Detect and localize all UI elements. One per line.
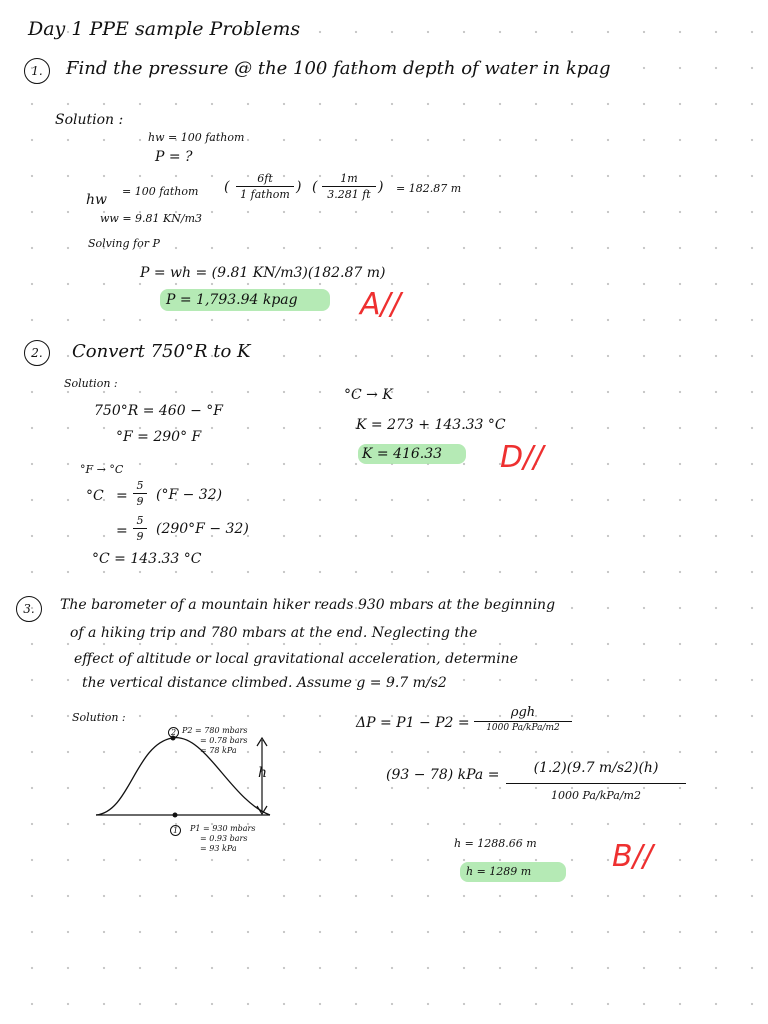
- point-1-line-3: = 93 kPa: [200, 844, 237, 853]
- problem-1-ww-line: ww = 9.81 KN/m3: [100, 212, 203, 225]
- problem-3-question-line-4: the vertical distance climbed. Assume g = 9.7 m/s2: [82, 675, 447, 691]
- problem-3-eq2-fraction: [506, 761, 686, 801]
- problem-2-c-result: °C = 143.33 °C: [92, 551, 202, 567]
- frac-top: 5: [136, 514, 144, 527]
- paren-open-1: (: [224, 179, 230, 195]
- eq2-fraction-bar: [506, 783, 686, 784]
- problem-3-question-line-1: The barometer of a mountain hiker reads 930 mbars at the beginning: [60, 597, 556, 613]
- point-2-line-1: P2 = 780 mbars: [182, 726, 248, 735]
- height-label: h: [258, 765, 268, 781]
- point-1-dot: [173, 813, 178, 818]
- point-2-line-3: = 78 kPa: [200, 746, 237, 755]
- problem-1-question: Find the pressure @ the 100 fathom depth of water in kpag: [66, 58, 611, 79]
- problem-3-answer: h = 1289 m: [466, 865, 532, 878]
- dp-fraction-bar: [474, 721, 572, 722]
- paren-close-2: ): [378, 179, 384, 195]
- problem-1-hw-eq: = 100 fathom: [122, 185, 199, 198]
- problem-1-answer: P = 1,793.94 kpag: [166, 292, 298, 308]
- problem-1-solving: Solving for P: [88, 237, 160, 250]
- point-1-line-1: P1 = 930 mbars: [190, 824, 256, 833]
- problem-1-solution-label: Solution :: [55, 112, 124, 128]
- problem-2-question: Convert 750°R to K: [72, 341, 251, 362]
- point-2-line-2: = 0.78 bars: [200, 736, 248, 745]
- problem-1-given-p: P = ?: [155, 149, 193, 165]
- eq2-fraction-bottom: 1000 Pa/kPa/m2: [551, 789, 641, 802]
- problem-2-solution-label: Solution :: [64, 377, 118, 390]
- problem-1-hw-result: = 182.87 m: [396, 182, 462, 195]
- frac-top: 5: [136, 479, 144, 492]
- problem-2-answer: K = 416.33: [362, 446, 443, 462]
- problem-3-question-line-2: of a hiking trip and 780 mbars at the end. Neglecting the: [70, 625, 478, 641]
- problem-3-dp-left: ΔP = P1 − P2 =: [356, 715, 470, 731]
- problem-2-c-to-k: °C → K: [344, 387, 393, 403]
- problem-2-c-label: °C: [86, 488, 104, 504]
- page-title: Day 1 PPE sample Problems: [28, 18, 301, 40]
- problem-3-solution-label: Solution :: [72, 711, 126, 724]
- problem-2-f-line: °F = 290° F: [116, 429, 202, 445]
- problem-2-letter: D//: [500, 440, 544, 475]
- mountain-curve: [96, 738, 270, 815]
- dp-fraction-top: ρgh: [510, 705, 536, 720]
- problem-2-f-to-c: °F → °C: [80, 463, 124, 476]
- fraction-1-bottom: 1 fathom: [240, 188, 290, 201]
- dp-fraction-bottom: 1000 Pa/kPa/m2: [486, 723, 560, 733]
- problem-2-r-line: 750°R = 460 − °F: [94, 403, 223, 419]
- problem-3-question-line-3: effect of altitude or local gravitational acceleration, determine: [74, 651, 518, 667]
- problem-1-letter: A//: [360, 287, 401, 322]
- problem-1-hw-label: hw: [86, 192, 107, 208]
- problem-1-given-h: hw = 100 fathom: [148, 131, 245, 144]
- problem-3-letter: B//: [612, 839, 653, 874]
- paren-open-2: (: [312, 179, 318, 195]
- problem-2-c-formula: (°F − 32): [156, 487, 223, 503]
- point-1-line-2: = 0.93 bars: [200, 834, 248, 843]
- fraction-1-top: 6ft: [257, 172, 273, 185]
- problem-3-dp-fraction: [474, 706, 572, 733]
- paren-close-1: ): [296, 179, 302, 195]
- point-2-marker: 2: [168, 727, 179, 738]
- problem-1-number: 1.: [24, 58, 50, 84]
- fraction-2-top: 1m: [340, 172, 358, 185]
- frac-bottom: 9: [136, 495, 144, 508]
- problem-3-h-result: h = 1288.66 m: [454, 837, 537, 850]
- problem-2-k-line: K = 273 + 143.33 °C: [356, 417, 506, 433]
- fraction-2-bottom: 3.281 ft: [327, 188, 371, 201]
- eq2-fraction-top: (1.2)(9.7 m/s2)(h): [533, 760, 659, 776]
- problem-3-number: 3.: [16, 596, 42, 622]
- problem-1-p-line: P = wh = (9.81 KN/m3)(182.87 m): [140, 265, 386, 281]
- problem-2-c-eq: =: [116, 488, 128, 504]
- problem-2-number: 2.: [24, 340, 50, 366]
- frac-bottom: 9: [136, 530, 144, 543]
- problem-2-c-eq2: =: [116, 523, 128, 539]
- problem-2-c-formula2: (290°F − 32): [156, 521, 249, 537]
- point-1-marker: 1: [170, 825, 181, 836]
- problem-3-eq2-left: (93 − 78) kPa =: [386, 767, 500, 783]
